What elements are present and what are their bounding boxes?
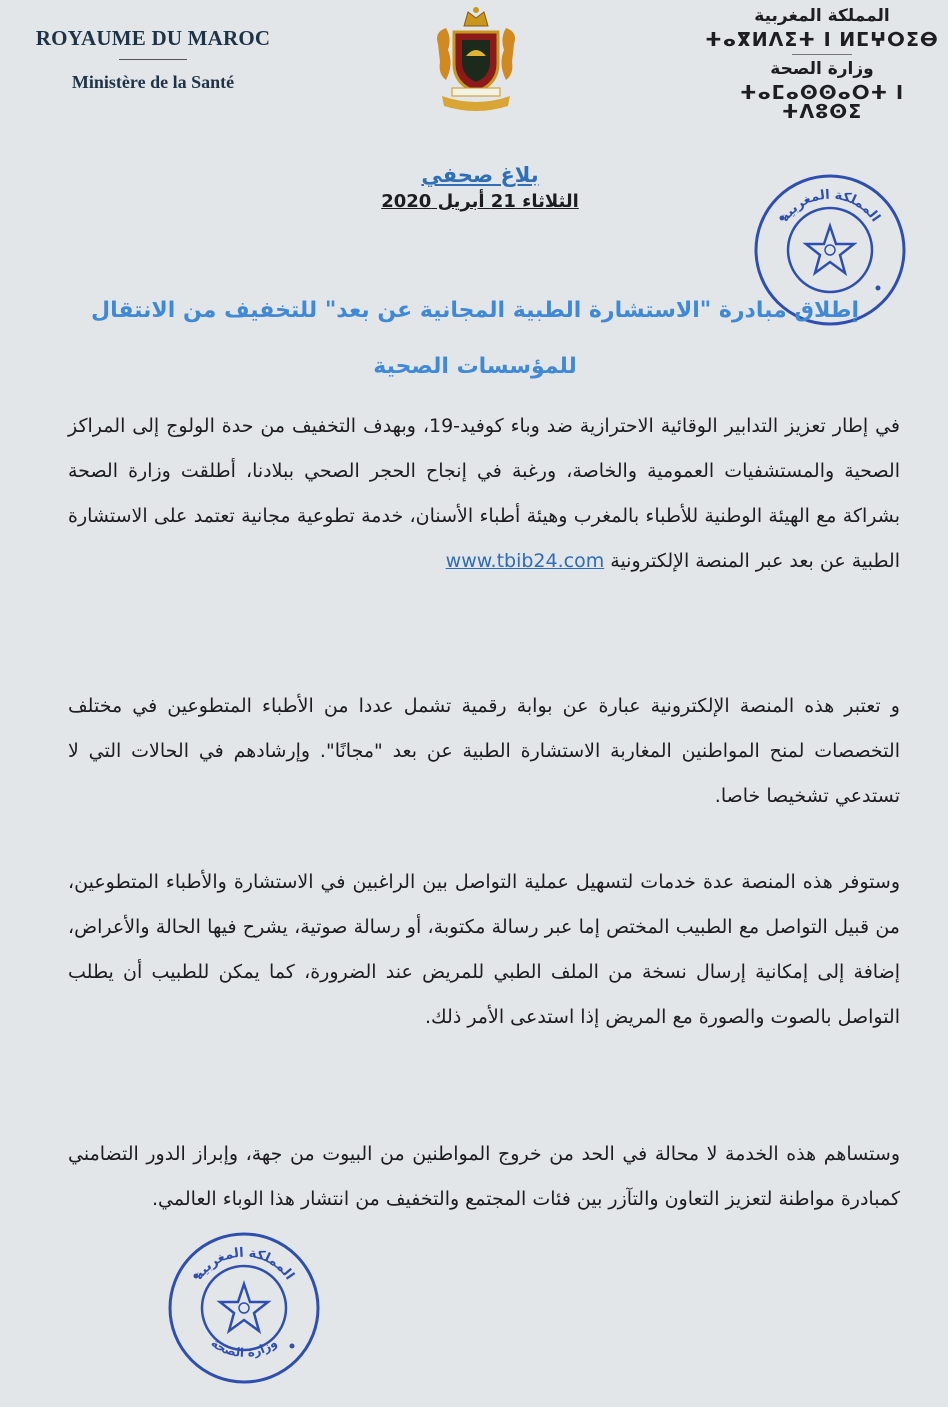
ministry-arabic: وزارة الصحة	[770, 59, 874, 79]
press-release-title	[330, 164, 630, 212]
svg-text:وزارة الصحة	[208, 1336, 280, 1360]
kingdom-arabic: المملكة المغربية	[754, 6, 890, 26]
paragraph-3: وستوفر هذه المنصة عدة خدمات لتسهيل عملية التواصل بين الراغبين في الاستشارة والأطباء المتطوعين، من قبيل التواصل مع الطبيب المختص إما عبر رسالة مكتوبة، أو رسالة صوتية، يشرح فيها الحالة والأعراض، إضافة إلى إمكانية إرسال نسخة من الملف الطبي للمريض عند الضرورة، كما يمكن للطبيب أن يطلب التواصل بالصوت والصورة مع المريض إذا استدعى الأمر ذلك.	[68, 871, 900, 1028]
stamp-bottom-inner-text: وزارة الصحة	[208, 1335, 280, 1360]
ministry-stamp-bottom-icon	[164, 1228, 324, 1388]
header-divider-right	[792, 54, 852, 55]
coat-of-arms-icon	[430, 4, 522, 116]
svg-text:المملكة المغربية	[777, 188, 882, 225]
paragraph-1-text: في إطار تعزيز التدابير الوقائية الاحترازية ضد وباء كوفيد-19، وبهدف التخفيف من حدة الولوج إلى المراكز الصحية والمستشفيات العمومية والخاصة، ورغبة في إنجاح الحجر الصحي ببلادنا، أطلقت وزارة الصحة بشراكة مع الهيئة الوطنية للأطباء بالمغرب وهيئة أطباء الأسنان، خدمة تطوعية مجانية تعتمد على الاستشارة الطبية عن بعد عبر المنصة الإلكترونية	[68, 415, 900, 572]
paragraph-2: و تعتبر هذه المنصة الإلكترونية عبارة عن بوابة رقمية تشمل عددا من الأطباء المتطوعين في مختلف التخصصات لمنح المواطنين المغاربة الاستشارة الطبية عن بعد "مجانًا". وإرشادهم في الحالات التي لا تستدعي تشخيصا خاصا.	[68, 695, 900, 807]
header-french	[8, 26, 298, 93]
kingdom-french: ROYAUME DU MAROC	[35, 26, 271, 50]
ministry-french: Ministère de la Santé	[71, 72, 235, 92]
kingdom-tifinagh: ⵜⴰⴳⵍⴷⵉⵜ ⵏ ⵍⵎⵖⵔⵉⴱ	[705, 29, 939, 51]
paragraph-4: وستساهم هذه الخدمة لا محالة في الحد من خروج المواطنين من البيوت من جهة، وإبراز الدور التضامني كمبادرة مواطنة لتعزيز التعاون والتآزر بين فئات المجتمع والتخفيف من انتشار هذا الوباء العالمي.	[68, 1143, 900, 1210]
ministry-tifinagh: ⵜⴰⵎⴰⵙⵙⴰⵔⵜ ⵏ ⵜⴷⵓⵙⵉ	[739, 82, 905, 123]
headline: إطلاق مبادرة "الاستشارة الطبية المجانية عن بعد" للتخفيف من الانتقال للمؤسسات الصحية	[91, 298, 859, 379]
stamp-top-text: المملكة المغربية	[777, 187, 883, 225]
title-label: بلاغ صحفي	[421, 163, 539, 187]
stamp-bottom-outer-text: المملكة المغربية	[191, 1245, 297, 1283]
header-arabic	[702, 8, 942, 122]
paragraph-1	[68, 404, 900, 584]
platform-link[interactable]: www.tbib24.com	[445, 550, 605, 572]
title-date: الثلاثاء 21 أبريل 2020	[381, 191, 579, 213]
header-divider	[119, 59, 187, 60]
svg-text:المملكة المغربية	[191, 1246, 296, 1283]
